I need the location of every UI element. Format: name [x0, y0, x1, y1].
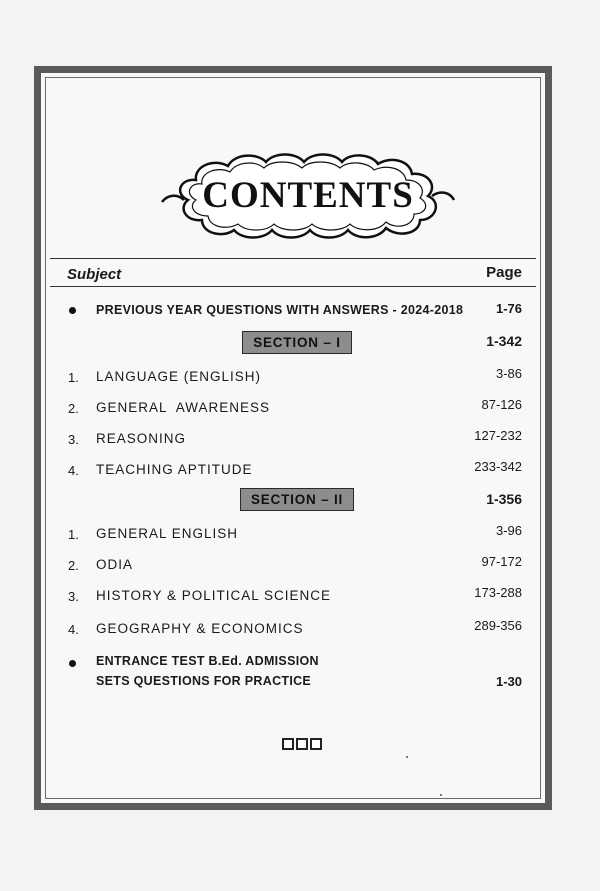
list-item [46, 620, 540, 642]
frame-inner-border [45, 77, 541, 799]
subject-header: Subject [67, 266, 122, 283]
bullet-icon [69, 660, 76, 667]
end-of-contents-marks [282, 738, 322, 750]
item-label: GENERAL AWARENESS [96, 400, 271, 415]
item-number: 1. [68, 527, 79, 542]
item-number: 4. [68, 622, 79, 637]
list-item [46, 368, 540, 390]
item-number: 2. [68, 558, 79, 573]
square-icon [296, 738, 308, 750]
item-page: 233-342 [474, 459, 522, 474]
intro-row [46, 301, 540, 323]
intro-page: 1-76 [495, 301, 522, 316]
entrance-row [46, 653, 540, 697]
item-number: 3. [68, 589, 79, 604]
item-page: 127-232 [474, 428, 522, 443]
contents-title: CONTENTS [202, 174, 414, 216]
section-1-heading: SECTION – I [242, 331, 352, 354]
section-1-page: 1-342 [486, 333, 522, 349]
item-label: GEOGRAPHY & ECONOMICS [96, 621, 304, 636]
item-number: 3. [68, 432, 79, 447]
item-label: TEACHING APTITUDE [96, 462, 253, 477]
list-item [46, 399, 540, 421]
item-label: ODIA [96, 557, 134, 572]
header-top-rule [50, 258, 536, 259]
bullet-icon [69, 307, 76, 314]
item-page: 97-172 [481, 554, 522, 569]
item-number: 2. [68, 401, 79, 416]
entrance-page: 1-30 [495, 674, 522, 689]
item-label: REASONING [96, 431, 187, 446]
item-label: LANGUAGE (ENGLISH) [96, 369, 262, 384]
section-2-heading: SECTION – II [240, 488, 354, 511]
list-item [46, 556, 540, 578]
speck [440, 794, 442, 796]
square-icon [282, 738, 294, 750]
entrance-line-1: ENTRANCE TEST B.Ed. ADMISSION [96, 654, 319, 668]
list-item [46, 587, 540, 609]
page-header: Page [486, 264, 522, 281]
section-2-page: 1-356 [486, 491, 522, 507]
item-page: 3-86 [495, 366, 522, 381]
item-number: 1. [68, 370, 79, 385]
list-item [46, 430, 540, 452]
item-page: 3-96 [495, 523, 522, 538]
page-frame [34, 66, 552, 810]
item-number: 4. [68, 463, 79, 478]
entrance-line-2: SETS QUESTIONS FOR PRACTICE [96, 674, 312, 688]
header-bottom-rule [50, 286, 536, 287]
item-page: 87-126 [481, 397, 522, 412]
title-cloud [158, 150, 458, 240]
item-page: 289-356 [474, 618, 522, 633]
intro-label: PREVIOUS YEAR QUESTIONS WITH ANSWERS - 2024-2018 [96, 303, 464, 317]
item-label: GENERAL ENGLISH [96, 526, 239, 541]
item-label: HISTORY & POLITICAL SCIENCE [96, 588, 332, 603]
speck [406, 756, 408, 758]
square-icon [310, 738, 322, 750]
list-item [46, 525, 540, 547]
item-page: 173-288 [474, 585, 522, 600]
list-item [46, 461, 540, 483]
